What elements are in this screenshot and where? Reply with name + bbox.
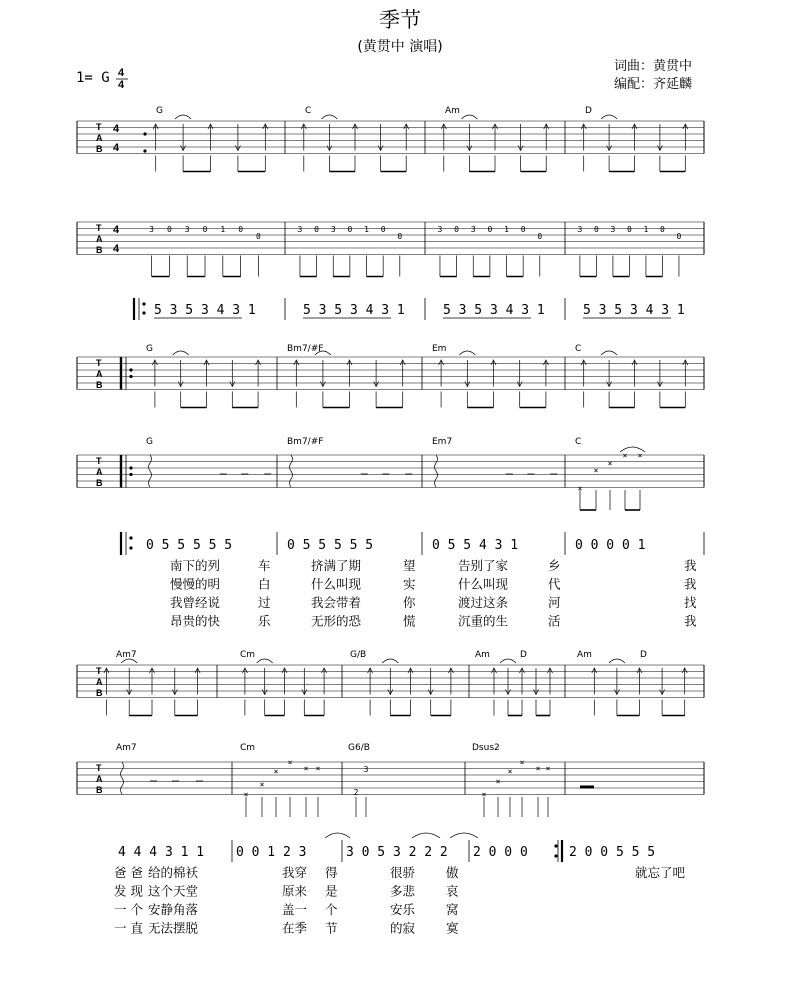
- chord-name: C: [575, 344, 582, 354]
- jianpu-measure: 0 0 0 0 1: [575, 538, 646, 553]
- arpeggio-mark: [121, 762, 124, 794]
- tab-letter-a: A: [96, 369, 103, 379]
- tab-fret-number: 3: [149, 225, 155, 234]
- jianpu-measure: 5 3 5 3 4 3 1: [443, 303, 545, 318]
- lyric-word: 安乐: [390, 902, 416, 917]
- muted-note: ×: [287, 758, 293, 767]
- jianpu-measure: 5 3 5 3 4 3 1: [154, 303, 256, 318]
- jianpu-measure: 3 0 5 3 2 2 2: [346, 845, 448, 860]
- lyric-word: 多悲: [390, 883, 416, 899]
- lyric-word: 河: [548, 595, 561, 610]
- chord-name: C: [305, 106, 312, 116]
- repeat-dot: [129, 375, 132, 378]
- repeat-dot: [129, 546, 132, 549]
- chord-name: D: [585, 106, 592, 116]
- tab-fret-number: 3: [297, 225, 303, 234]
- tab-letter-b: B: [96, 245, 103, 255]
- jianpu-measure: 0 5 5 4 3 1: [432, 538, 519, 553]
- lyric-word: 就忘了吧: [635, 865, 686, 880]
- lyric-word: 傲: [446, 865, 459, 880]
- tab-fret-number: 3: [437, 225, 443, 234]
- strum-tie: [173, 351, 189, 355]
- muted-note: ×: [535, 764, 541, 773]
- strum-tie: [321, 115, 337, 119]
- arpeggio-mark: [435, 455, 438, 487]
- tab-fret-number: 3: [330, 225, 336, 234]
- tab-fret-number: 0: [256, 232, 261, 241]
- tab-letter-a: A: [96, 234, 103, 244]
- lyric-word: 节: [325, 920, 338, 936]
- lyric-word: 我曾经说: [170, 595, 221, 610]
- lyric-word: 安静角落: [148, 902, 199, 917]
- tab-fret-number: 0: [238, 225, 244, 234]
- lyric-word: 一 个: [114, 902, 143, 917]
- lyric-word: 渡过这条: [458, 595, 509, 610]
- tab-fret-number: 3: [184, 225, 190, 234]
- repeat-dot: [554, 854, 557, 857]
- repeat-dot: [142, 302, 145, 305]
- lyric-word: 过: [258, 595, 271, 610]
- lyric-word: 个: [325, 902, 338, 917]
- arpeggio-mark: [290, 455, 293, 487]
- jianpu-measure: 2 0 0 0: [473, 845, 528, 860]
- tab-fret-number: 3: [577, 225, 583, 234]
- tab-letter-b: B: [96, 785, 103, 795]
- tab-fret-number: 0: [314, 225, 320, 234]
- arpeggio-mark: [149, 455, 152, 487]
- chord-name: D: [520, 650, 527, 660]
- chord-name: Dsus2: [472, 743, 500, 753]
- tab-fret-number: 1: [504, 225, 509, 234]
- lyric-word: 盖一: [282, 902, 308, 917]
- chord-name: G/B: [350, 650, 367, 660]
- repeat-dot: [129, 466, 132, 469]
- chord-name: Am: [577, 650, 592, 660]
- muted-note: ×: [519, 758, 525, 767]
- strum-tie: [461, 115, 477, 119]
- tie-arc: [325, 833, 350, 838]
- jianpu-measure: 5 3 5 3 4 3 1: [303, 303, 405, 318]
- tab-fret-number: 1: [364, 225, 369, 234]
- lyric-word: 一 直: [114, 920, 143, 936]
- arranger: 编配：齐延麟: [614, 77, 693, 92]
- chord-name: G: [146, 344, 153, 354]
- tab-fret-number: 3: [470, 225, 476, 234]
- tab-fret-number: 1: [220, 225, 226, 234]
- tab-letter-t: T: [96, 666, 102, 676]
- muted-note: ×: [545, 764, 551, 773]
- lyric-word: 无法摆脱: [148, 920, 199, 936]
- lyric-word: 的寂: [390, 920, 416, 936]
- lyric-word: 我: [684, 558, 697, 573]
- chord-name: Am7: [116, 743, 137, 753]
- tab-time-top: 4: [113, 123, 120, 135]
- lyric-word: 在季: [282, 920, 308, 936]
- tab-fret-number: 0: [166, 225, 172, 234]
- lyric-word: 活: [548, 613, 561, 629]
- chord-name: Am: [445, 106, 460, 116]
- jianpu-measure: 0 5 5 5 5 5: [287, 538, 374, 553]
- muted-note: ×: [507, 767, 513, 776]
- chord-name: G: [156, 106, 163, 116]
- tab-time-top: 4: [113, 224, 120, 236]
- repeat-dot: [129, 473, 132, 476]
- lyric-word: 车: [258, 558, 271, 573]
- tab-letter-b: B: [96, 380, 103, 390]
- tab-fret-number: 0: [660, 225, 665, 234]
- repeat-dot: [554, 844, 557, 847]
- chord-name: D: [640, 650, 647, 660]
- tab-fret-number: 0: [593, 225, 599, 234]
- lyric-word: 望: [403, 558, 416, 573]
- tab-fret-number: 3: [363, 765, 369, 774]
- tab-letter-t: T: [96, 223, 102, 233]
- tab-fret-number: 0: [627, 225, 632, 234]
- lyric-word: 窝: [446, 902, 459, 917]
- muted-note: ×: [637, 451, 643, 460]
- muted-note: ×: [243, 790, 249, 799]
- strum-tie: [601, 115, 617, 119]
- lyric-word: 代: [548, 576, 561, 592]
- tab-letter-b: B: [96, 478, 103, 488]
- tab-fret-number: 3: [610, 225, 616, 234]
- tab-fret-number: 0: [202, 225, 208, 234]
- chord-name: Cm: [240, 650, 256, 660]
- muted-note: ×: [593, 466, 599, 475]
- lyric-word: 我: [684, 613, 697, 629]
- lyric-word: 给的棉袄: [148, 865, 199, 880]
- tab-letter-t: T: [96, 122, 102, 132]
- muted-note: ×: [259, 780, 265, 789]
- lyric-word: 南下的列: [170, 558, 221, 573]
- lyric-word: 我穿: [282, 865, 308, 880]
- time-signature-top: 4: [118, 67, 125, 79]
- chord-name: Cm: [240, 743, 256, 753]
- tab-fret-number: 0: [380, 225, 386, 234]
- chord-name: Am: [475, 650, 490, 660]
- song-title: 季节: [379, 8, 421, 32]
- chord-name: Em: [432, 344, 447, 354]
- tab-letter-b: B: [96, 688, 103, 698]
- tab-fret-number: 0: [347, 225, 353, 234]
- lyric-word: 告别了家: [458, 558, 509, 573]
- tab-time-bottom: 4: [113, 142, 120, 154]
- tie-arc: [450, 833, 478, 838]
- chord-name: Am7: [116, 650, 137, 660]
- jianpu-measure: 2 0 0 5 5 5: [569, 845, 656, 860]
- tab-fret-number: 0: [676, 232, 682, 241]
- strum-tie: [500, 659, 516, 663]
- muted-note: ×: [495, 777, 501, 786]
- lyricist-composer: 词曲：黄贯中: [614, 59, 693, 74]
- lyric-word: 这个天堂: [148, 883, 199, 899]
- lyric-word: 爸 爸: [114, 865, 143, 880]
- lyric-word: 得: [325, 865, 338, 880]
- lyric-word: 我: [684, 576, 697, 592]
- tab-fret-number: 2: [353, 788, 359, 797]
- tab-fret-number: 1: [643, 225, 649, 234]
- chord-name: Bm7/#F: [287, 437, 324, 447]
- muted-note: ×: [303, 764, 309, 773]
- lyric-word: 很骄: [390, 865, 416, 880]
- key-prefix: 1= G: [76, 70, 110, 86]
- tab-letter-t: T: [96, 763, 102, 773]
- lyric-word: 什么叫现: [311, 576, 362, 592]
- muted-note: ×: [273, 767, 279, 776]
- strum-tie: [601, 351, 617, 355]
- tie-arc: [412, 833, 440, 838]
- lyric-word: 我会带着: [311, 595, 362, 610]
- repeat-dot: [142, 311, 145, 314]
- chord-name: G6/B: [348, 743, 370, 753]
- tab-fret-number: 0: [520, 225, 526, 234]
- tab-letter-a: A: [96, 467, 103, 477]
- repeat-dot: [143, 149, 146, 152]
- strum-tie: [175, 115, 191, 119]
- muted-note: ×: [481, 790, 487, 799]
- performer-subtitle: (黄贯中 演唱): [357, 39, 443, 55]
- lyric-word: 慌: [403, 613, 416, 629]
- muted-note: ×: [622, 451, 628, 460]
- lyric-word: 无形的恐: [311, 613, 362, 629]
- tab-letter-t: T: [96, 456, 102, 466]
- jianpu-measure: 5 3 5 3 4 3 1: [583, 303, 685, 318]
- lyric-word: 你: [403, 595, 416, 610]
- tab-fret-number: 0: [537, 232, 543, 241]
- tab-letter-b: B: [96, 144, 103, 154]
- jianpu-measure: 0 0 1 2 3: [236, 845, 307, 860]
- lyric-word: 乡: [548, 558, 561, 573]
- tab-letter-a: A: [96, 774, 103, 784]
- lyric-word: 乐: [258, 613, 271, 629]
- lyric-word: 原来: [282, 883, 308, 899]
- strum-tie: [257, 659, 273, 663]
- strum-tie: [459, 351, 475, 355]
- tab-letter-a: A: [96, 677, 103, 687]
- lyric-word: 昂贵的快: [170, 613, 221, 629]
- muted-note: ×: [577, 484, 583, 493]
- strum-tie: [382, 659, 398, 663]
- lyric-word: 白: [258, 576, 271, 592]
- lyric-word: 慢慢的明: [170, 576, 221, 592]
- tab-letter-t: T: [96, 358, 102, 368]
- jianpu-measure: 0 5 5 5 5 5: [146, 538, 233, 553]
- lyric-word: 寞: [446, 920, 459, 936]
- lyric-word: 沉重的生: [458, 613, 509, 629]
- lyric-word: 是: [325, 883, 338, 899]
- muted-note: ×: [315, 764, 321, 773]
- lyric-word: 找: [684, 595, 697, 610]
- chord-name: G: [146, 437, 153, 447]
- jianpu-measure: 4 4 4 3 1 1: [118, 845, 205, 860]
- lyric-word: 什么叫现: [458, 576, 509, 592]
- lyric-word: 发 现: [114, 883, 143, 899]
- muted-note: ×: [607, 459, 613, 468]
- chord-name: C: [575, 437, 582, 447]
- repeat-dot: [129, 368, 132, 371]
- tab-fret-number: 0: [487, 225, 493, 234]
- lyric-word: 哀: [446, 883, 459, 899]
- tab-fret-number: 0: [454, 225, 460, 234]
- time-signature-bottom: 4: [118, 79, 125, 91]
- lyric-word: 挤满了期: [311, 558, 362, 573]
- tab-time-bottom: 4: [113, 243, 120, 255]
- tab-fret-number: 0: [397, 232, 403, 241]
- tab-letter-a: A: [96, 133, 103, 143]
- lyric-word: 实: [403, 576, 416, 592]
- repeat-dot: [129, 536, 132, 539]
- repeat-dot: [143, 132, 146, 135]
- chord-name: Em7: [432, 437, 453, 447]
- strum-tie: [609, 659, 625, 663]
- chord-name: Bm7/#F: [287, 344, 324, 354]
